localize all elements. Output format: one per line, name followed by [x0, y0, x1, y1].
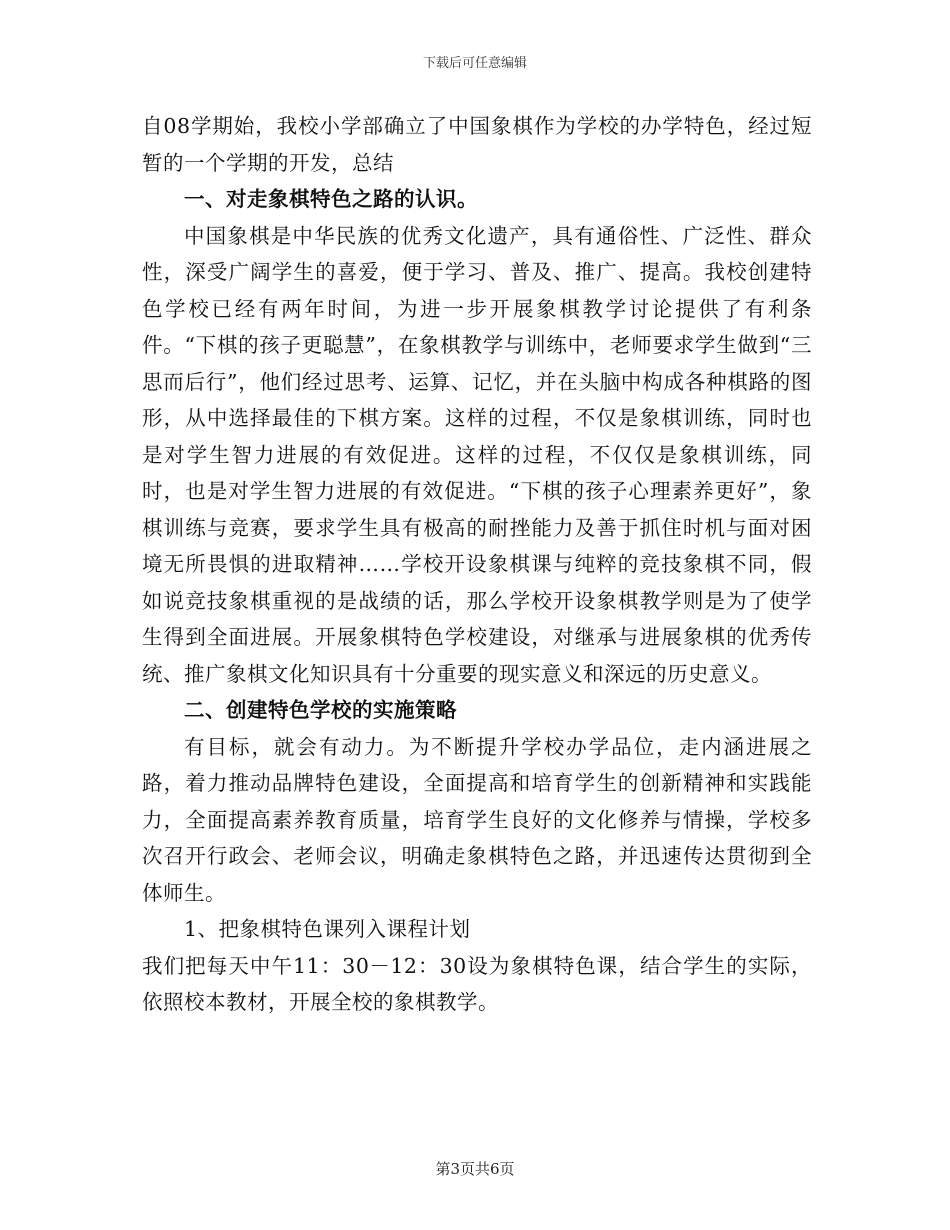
item-1-paragraph: 我们把每天中午11：30－12：30设为象棋特色课，结合学生的实际，依照校本教材，开展全校的象棋教学。	[142, 953, 812, 1014]
section-1-heading: 一、对走象棋特色之路的认识。	[184, 187, 478, 211]
page-header-note: 下载后可任意编辑	[422, 56, 527, 71]
section-1-paragraph: 中国象棋是中华民族的优秀文化遗产，具有通俗性、广泛性、群众性，深受广阔学生的喜爱，便于学习、普及、推广、提高。我校创建特色学校已经有两年时间，为进一步开展象棋教学讨论提供了有利条件。“下棋的孩子更聪慧”，在象棋教学与训练中，老师要求学生做到“三思而后行”，他们经过思考、运算、记忆，并在头脑中构成各种棋路的图形，从中选择最佳的下棋方案。这样的过程，不仅是象棋训练，同时也是对学生智力进展的有效促进。这样的过程，不仅仅是象棋训练，同时，也是对学生智力进展的有效促进。“下棋的孩子心理素养更好”，象棋训练与竞赛，要求学生具有极高的耐挫能力及善于抓住时机与面对困境无所畏惧的进取精神……学校开设象棋课与纯粹的竞技象棋不同，假如说竞技象棋重视的是战绩的话，那么学校开设象棋教学则是为了使学生得到全面进展。开展象棋特色学校建设，对继承与进展象棋的优秀传统、推广象棋文化知识具有十分重要的现实意义和深远的历史意义。	[142, 223, 812, 686]
document-body	[142, 108, 812, 1021]
page-number: 第3页共6页	[435, 1160, 515, 1178]
intro-paragraph: 自08学期始，我校小学部确立了中国象棋作为学校的办学特色，经过短暂的一个学期的开发，总结	[142, 114, 812, 175]
item-1-heading: 1、把象棋特色课列入课程计划	[184, 917, 471, 941]
section-2-heading: 二、创建特色学校的实施策略	[184, 698, 457, 722]
section-2-paragraph: 有目标，就会有动力。为不断提升学校办学品位，走内涵进展之路，着力推动品牌特色建设，全面提高和培育学生的创新精神和实践能力，全面提高素养教育质量，培育学生良好的文化修养与情操，学校多次召开行政会、老师会议，明确走象棋特色之路，并迅速传达贯彻到全体师生。	[142, 734, 812, 905]
